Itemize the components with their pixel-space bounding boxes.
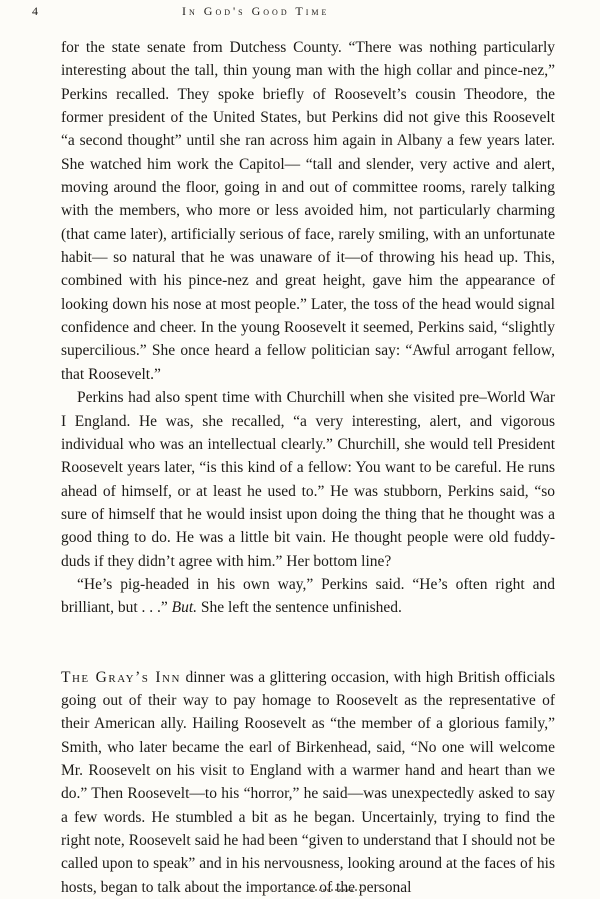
- emphasis-but: But.: [171, 599, 198, 617]
- paragraph-3: [61, 573, 555, 620]
- paragraph-2: Perkins had also spent time with Churchill when she visited pre–World War I England. He was, she recalled, “a very interesting, alert, and vigorous individual who was an intellectual clearly.” Churchill, she would tell President Roosevelt years later, “is this kind of a fellow: You want to be careful. He runs ahead of himself, or at least he used to.” He was stubborn, Perkins said, “so sure of himself that he would insist upon doing the thing that he thought was a good thing to do. He was a little bit vain. He thought people were old fuddy-duds if they didn’t agree with him.” Her bottom line?: [61, 389, 555, 570]
- paragraph-3-ending: She left the sentence unfinished.: [197, 599, 402, 617]
- paragraph-4-text: dinner was a glittering occasion, with high British officials going out of their way to pay homage to Roosevelt as the representative of their American ally. Hailing Roosevelt as “the member of a glorious family,” Smith, who later became the earl of Birkenhead, said, “No one will welcome Mr. Roosevelt on his visit to England with a warmer hand and heart than we do.” Then Roosevelt—to his “horror,” he said—was unexpectedly asked to say a few words. He stumbled a bit as he began. Uncertainly, trying to find the right note, Roosevelt said he had been “given to understand that I should not be called upon to speak” and in his nervousness, looking around at the faces of his hosts, began to talk about the importance of the personal: [61, 668, 556, 896]
- paragraph-4: [61, 666, 555, 899]
- cropped-footer-mark: [255, 889, 365, 894]
- section-break: [61, 620, 555, 666]
- section-lead-in: The Gray’s Inn: [61, 668, 181, 686]
- page-number: 4: [32, 4, 39, 18]
- paragraph-1: for the state senate from Dutchess County. “There was nothing particularly interesting about the tall, thin young man with the high collar and pince-nez,” Perkins recalled. They spoke briefly of Roosevelt’s cousin Theodore, the former president of the United States, but Perkins did not give this Roosevelt “a second thought” until she ran across him again in Albany a few years later. She watched him work the Capitol— “tall and slender, very active and alert, moving around the floor, going in and out of committee rooms, rarely talking with the members, who more or less avoided him, not particularly charming (that came later), artificially serious of face, rarely smiling, with an unfortunate habit— so natural that he was unaware of it—of throwing his head up. This, combined with his pince-nez and great height, gave him the appearance of looking down his nose at most people.” Later, the toss of the head would signal confidence and cheer. In the young Roosevelt it seemed, Perkins said, “slightly supercilious.” She once heard a fellow politician say: “Awful arrogant fellow, that Roosevelt.”: [61, 39, 555, 383]
- paragraph-3-text: “He’s pig-headed in his own way,” Perkins said. “He’s often right and brilliant, but . . .”: [61, 575, 555, 617]
- running-header: [32, 4, 560, 22]
- body-text: [61, 36, 555, 899]
- running-title: In God's Good Time: [182, 4, 330, 18]
